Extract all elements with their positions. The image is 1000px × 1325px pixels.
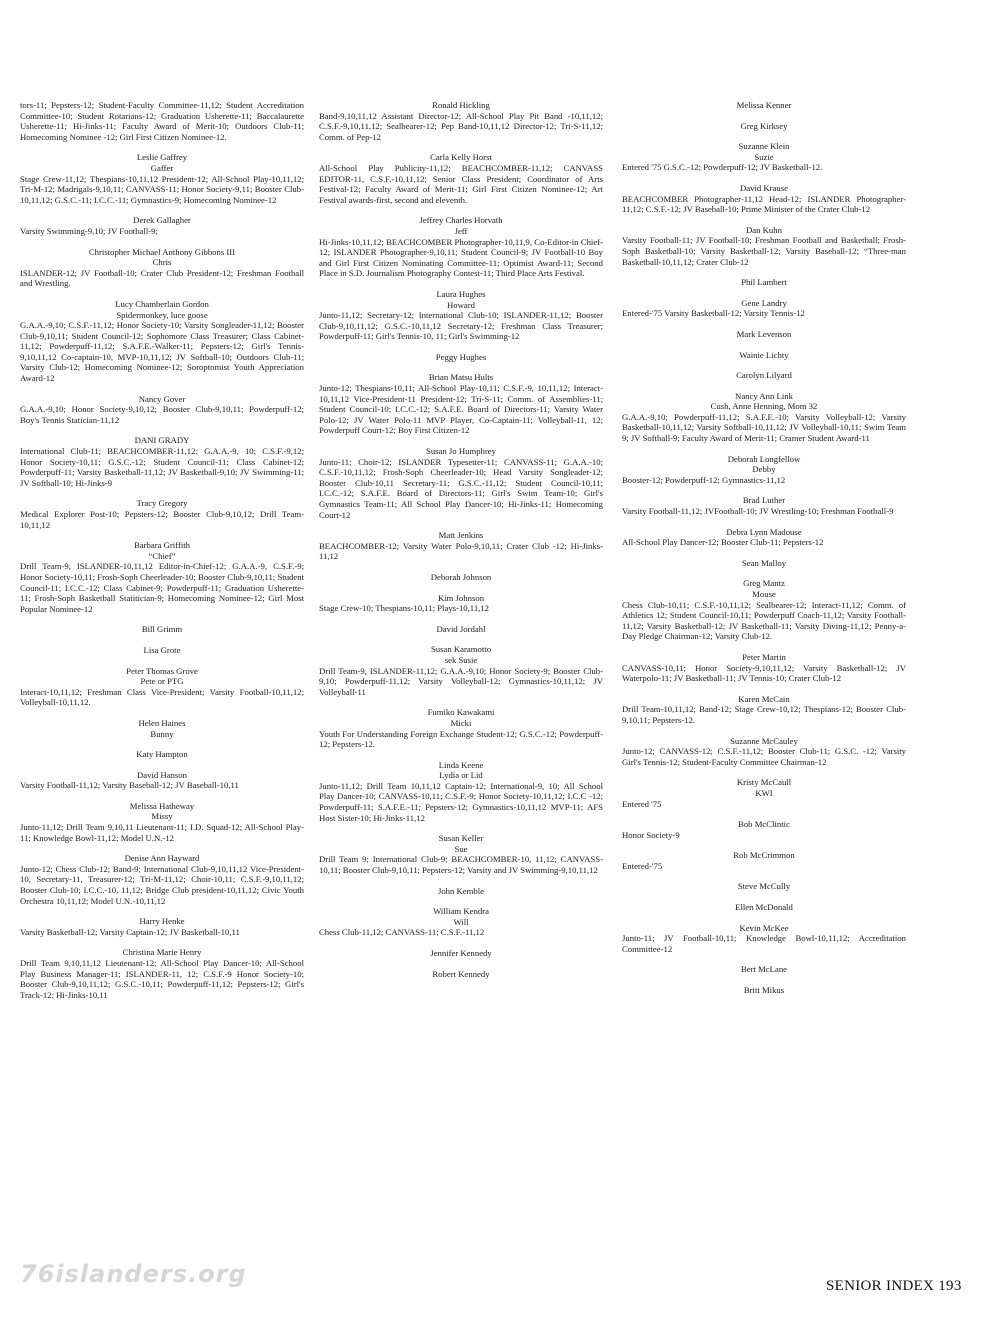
- senior-entry: [20, 916, 304, 937]
- senior-name: Debra Lynn Madouse: [726, 526, 802, 537]
- senior-entry: [319, 289, 603, 342]
- senior-name: Leslie Gaffrey: [136, 152, 188, 163]
- senior-activities: Honor Society-9: [622, 829, 680, 840]
- senior-name: Brad Luther: [742, 495, 786, 506]
- page-footer: SENIOR INDEX 193: [826, 1278, 962, 1294]
- senior-entry: [20, 749, 304, 760]
- senior-name: Peter Martin: [742, 651, 786, 662]
- senior-entry: [319, 969, 603, 980]
- senior-entry: [319, 100, 603, 142]
- senior-nickname: Pete or PTG: [140, 676, 184, 687]
- senior-entry: [319, 352, 603, 363]
- senior-name: Deborah Johnson: [430, 571, 492, 582]
- senior-entry: [319, 833, 603, 875]
- senior-activities: Stage Crew-10; Thespians-10,11; Plays-10,11,12: [319, 603, 490, 614]
- senior-activities: Junto-12; CANVASS-12; C.S.F.-11,12; Booster Club-11; G.S.C. -12; Varsity Girl's Tennis-12; Student-Faculty Committee Chairman-12: [622, 746, 906, 767]
- senior-nickname: Suzie: [754, 151, 774, 162]
- senior-name: Britt Mikus: [743, 985, 785, 996]
- senior-activities: Entered-'75: [622, 860, 663, 871]
- senior-entry: [20, 540, 304, 614]
- senior-entry: [622, 923, 906, 955]
- senior-activities: Varsity Basketball-12; Varsity Captain-12; JV Basketball-10,11: [20, 926, 240, 937]
- senior-activities: Varsity Football-11; JV Football-10; Freshman Football and Basketball; Frosh-Soph Basketball-10; Varsity Basketball-12; Varsity Baseball-12; “Three-man Basketball-10,11,12; Crater Club-12: [622, 235, 906, 267]
- senior-entry: [319, 624, 603, 635]
- senior-name: Carolyn Lilyard: [736, 370, 792, 381]
- senior-name: Helen Haines: [138, 717, 186, 728]
- senior-nickname: Spidermonkey, luce goose: [116, 309, 208, 320]
- senior-name: William Kendra: [433, 906, 489, 917]
- senior-entry: [622, 777, 906, 809]
- senior-activities: Medical Explorer Post-10; Pepsters-12; Booster Club-9,10,12; Drill Team-10,11,12: [20, 509, 304, 530]
- senior-name: Ronald Hickling: [432, 100, 490, 110]
- senior-activities: Varsity Football-11,12; JVFootball-10; JV Wrestling-10; Freshman Football-9: [622, 506, 894, 517]
- senior-name: Melissa Kenner: [736, 100, 792, 110]
- senior-entry: [319, 906, 603, 938]
- senior-name: Christopher Michael Anthony Gibbons III: [88, 246, 236, 257]
- senior-activities: Drill Team 9,10,11,12 Lieutenant-12; All-School Play Dancer-10; All-School Play Business Manager-11; ISLANDER-11, 12; C.S.F.-9 Honor Society-10; Booster Club-9,10,11,12; G.S.C.-10,11; Powderpuff-11,12; Pepsters-12; Girl's Track-12; Hi-Jinks-10,11: [20, 958, 304, 1000]
- senior-activities: Junto-12; Chess Club-12; Band-9; International Club-9,10,11,12 Vice-President-10, Secretary-11, Treasurer-12; Tri-M-11,12; Choir-10,11; C.S.F.-9,10,11,12; Booster Club-10; I.C.C.-10, 11,12; Bridge Club president-10,11,12; Civic Youth Orchestra 10,11,12; Model U.N.-10,11,12: [20, 863, 304, 906]
- senior-activities: Chess Club-10,11; C.S.F.-10,11,12; Sealbearer-12; Interact-11,12; Comm. of Athletics 12; Student Council-10,11; Powderpuff Coach-11,12; Varsity Football-11,12; Varsity Basketball-12; JV Basketball-11; Varsity Diving-11,12; Penny-a-Day Pledge Chairman-12; Varsity Club-12.: [622, 599, 906, 642]
- site-watermark: 76islanders.org: [20, 1260, 247, 1288]
- senior-activities: G.A.A.-9,10; C.S.F.-11,12; Honor Society-10; Varsity Songleader-11,12; Booster Club-9,10,11; Student Council-12; Sophomore Class Treasurer; Class Cabinet-11,12; Powderpuff-11,12; S.A.F.E.-Walker-11; Pepsters-12; Girl's Tennis-9,10,11,12 Co-captain-10, MVP-10,11,12; JV Softball-10; Outdoors Club-11; Varsity Club-12; Homecoming Nominee-12; Soroptomist Youth Appreciation Award-12: [20, 320, 304, 384]
- senior-entry: [622, 558, 906, 569]
- senior-activities: Entered '75: [622, 798, 662, 809]
- senior-name: Steve McCully: [737, 881, 791, 892]
- index-column-2: [319, 100, 603, 989]
- senior-activities: Drill Team-9, ISLANDER-11,12; G.A.A.-9,10; Honor Society-9; Booster Club-9,10; Powderpuff-11,12; Varsity Volleyball-12; Gymnastics-10,11,12; JV Volleyball-11: [319, 665, 603, 697]
- senior-activities: G.A.A.-9,10; Honor Society-9,10,12; Booster Club-9,10,11; Powderpuff-12; Boy's Tennis Statician-11,12: [20, 404, 304, 425]
- senior-nickname: Will: [453, 916, 469, 927]
- senior-entry: [622, 902, 906, 913]
- senior-nickname: Chris: [152, 257, 172, 268]
- senior-activities: Entered-'75 Varsity Basketball-12; Varsity Tennis-12: [622, 308, 805, 319]
- senior-name: Kevin McKee: [739, 922, 789, 933]
- senior-name: David Hanson: [137, 769, 187, 780]
- senior-entry: [622, 391, 906, 444]
- senior-name: Mark Levenson: [736, 328, 792, 339]
- senior-entry: [20, 947, 304, 1000]
- senior-entry: [319, 886, 603, 897]
- senior-activities: Junto-11; JV Football-10,11; Knowledge Bowl-10,11,12; Accreditation Committee-12: [622, 933, 906, 954]
- senior-entry: [319, 593, 603, 614]
- senior-nickname: Missy: [151, 811, 173, 822]
- senior-name: Suzanne Klein: [738, 141, 790, 152]
- senior-nickname: “Chief”: [148, 550, 176, 561]
- senior-entry: [622, 298, 906, 319]
- senior-entry: [20, 152, 304, 205]
- senior-activities: Drill Team-9, ISLANDER-10,11,12 Editor-in-Chief-12; G.A.A.-9, C.S.F.-9; Honor Society-10,11; Frosh-Soph Cheerleader-10; Booster Club-9,10,11; Student Council-11; I.C.C.-12; Class Cabinet-9; Powderpuff-11; Graduation Usherette-11; Frosh-Soph Basketball Statitician-9; Homecoming Nominee-12; Girl Most Popular Nominee-12: [20, 561, 304, 614]
- senior-nickname: Mouse: [752, 589, 776, 599]
- senior-name: Peter Thomas Grove: [126, 665, 198, 676]
- senior-name: Ellen McDonald: [735, 902, 793, 913]
- senior-name: Greg Kirksey: [740, 120, 788, 131]
- senior-name: Bob McClintic: [738, 819, 790, 830]
- senior-entry: [319, 644, 603, 697]
- senior-activities: Booster-12; Powderpuff-12; Gymnastics-11,12: [622, 474, 786, 485]
- senior-entry: [622, 100, 906, 111]
- senior-name: Carla Kelly Horst: [430, 152, 492, 163]
- senior-name: Sean Malloy: [741, 557, 787, 568]
- senior-name: David Krause: [739, 182, 788, 193]
- senior-entry: [622, 225, 906, 267]
- senior-name: Nancy Ann Link: [735, 390, 793, 401]
- senior-entry: [20, 718, 304, 739]
- senior-nickname: Howard: [447, 299, 475, 310]
- senior-name: Rob McCrimmon: [733, 850, 795, 861]
- senior-entry: [622, 495, 906, 516]
- senior-entry: [319, 530, 603, 562]
- senior-entry: [622, 652, 906, 684]
- senior-activities: All-School Play Publicity-11,12; BEACHCOMBER-11,12; CANVASS EDITOR-11, C.S.F.-10,11,12; Senior Class President; Coordinator of Arts Festival-12; Faculty Award of Merit-11; Girl First Citizen Nominee-12; Art Festival awards-first, second and eleventh.: [319, 162, 603, 205]
- index-column-1: [20, 100, 304, 1010]
- senior-activities: Junto-11; Choir-12; ISLANDER Typesetter-11; CANVASS-11; G.A.A.-10; C.S.F.-10,11,12; Frosh-Soph Cheerleader-10; Head Varsity Songleader-12; Booster Club-10,11 Secretary-11; G.S.C.-11,12; Student Council-10,11; I.C.C.-12; S.A.F.E. Board of Directors-11; Girl's Swim Team-10; Girl's Gymnastics Team-11; All School Play Dancer-10; Hi-Jinks-11; Homecoming Court-12: [319, 456, 603, 520]
- senior-name: Kristy McCaull: [736, 777, 792, 788]
- senior-entry: [20, 770, 304, 791]
- senior-entry: [20, 215, 304, 236]
- senior-nickname: Cush, Anne Henning, Mom 32: [710, 401, 818, 412]
- senior-name: Christina Marie Henry: [122, 947, 202, 958]
- senior-entry: [622, 694, 906, 726]
- senior-entry: [622, 850, 906, 871]
- senior-entry: [622, 277, 906, 288]
- senior-name: Derek Gallagher: [133, 215, 191, 226]
- senior-entry: [20, 498, 304, 530]
- senior-activities: tors-11; Pepsters-12; Student-Faculty Committee-11,12; Student Accreditation Committee-10; Student Rotarians-12; Graduation Usherette-11; Baccalaurette Usherette-11; Hi-Jinks-11; Faculty Award of Merit-10; Outdoors Club-11; Homecoming Nominee -12; Girl First Citizen Nominee-12.: [20, 100, 304, 142]
- senior-activities: All-School Play Dancer-12; Booster Club-11; Pepsters-12: [622, 537, 824, 548]
- senior-activities: Junto-11,12; Secretary-12; International Club-10; ISLANDER-11,12; Booster Club-9,10,11,12; G.S.C.-10,11,12 Secretary-12; Freshman Class Treasurer; Powderpuff-11; Girl's Tennis-10, 11; Girl's Swimming-12: [319, 310, 603, 342]
- senior-activities: Band-9,10,11,12 Assistant Director-12; All-School Play Pit Band -10,11,12; C.S.F.-9,10,11,12; Sealbearer-12; Pep Band-10,11,12 Director-12; Tri-S-11,12; Comm. of Pep-12: [319, 110, 603, 142]
- senior-entry: [319, 215, 603, 279]
- senior-activities: Junto-11,12; Drill Team 9,10,11 Lieutenant-11; I.D. Squad-12; All-School Play-11; Knowledge Bowl-11,12; Model U.N.-12: [20, 822, 304, 843]
- senior-name: Susan Karamotto: [430, 644, 492, 655]
- senior-name: DANI GRADY: [134, 435, 190, 446]
- senior-activities: ISLANDER-12; JV Football-10; Crater Club President-12; Freshman Football and Wrestling.: [20, 267, 304, 289]
- senior-activities: Drill Team 9; International Club-9; BEACHCOMBER-10, 11,12; CANVASS-10,11; Booster Club-9,10,11; Pepsters-12; Varsity and JV Swimming-9,10,11,12: [319, 854, 603, 876]
- senior-name: Jeffrey Charles Horvath: [419, 215, 503, 226]
- senior-name: Barbara Griffith: [133, 540, 191, 551]
- senior-name: Susan Keller: [438, 833, 484, 844]
- senior-nickname: Gaffer: [150, 162, 174, 173]
- senior-nickname: Bunny: [150, 728, 174, 739]
- senior-name: Robert Kennedy: [432, 968, 490, 979]
- senior-entry: [319, 152, 603, 205]
- senior-name: Deborah Longfellow: [727, 453, 801, 464]
- senior-name: Denise Ann Hayward: [124, 853, 200, 864]
- senior-name: John Kemble: [437, 885, 485, 896]
- senior-nickname: sek Susie: [444, 654, 478, 665]
- senior-entry: [319, 572, 603, 583]
- senior-activities: Interact-10,11,12; Freshman Class Vice-President; Varsity Football-10,11,12; Volleyball-10,11,12.: [20, 686, 304, 708]
- senior-name: Lucy Chamberlain Gordon: [115, 298, 209, 309]
- senior-entry: [622, 370, 906, 381]
- senior-activities: Junto-11,12; Drill Team 10,11,12 Captain-12; International-9, 10; All School Play Dancer-10; CANVASS-10,11; C.S.F.-9; Honor Society-10,11,12; I.C.C -12; Powderpuff-11; S.A.F.E.-11; Pepsters-12; Gymnastics-10,11,12 MVP-11; AFS Host Sister-10; Hi-Jinks-11,12: [319, 780, 603, 823]
- senior-entry: [20, 435, 304, 488]
- senior-nickname: Sue: [454, 843, 468, 854]
- senior-name: Gene Landry: [741, 297, 787, 308]
- senior-name: Bill Grimm: [141, 624, 183, 635]
- senior-entry: [319, 948, 603, 959]
- senior-name: Bert McLane: [740, 964, 788, 975]
- senior-entry: [20, 624, 304, 635]
- senior-name: David Jordahl: [436, 623, 486, 634]
- senior-entry: [622, 881, 906, 892]
- senior-activities: CANVASS-10,11; Honor Society-9,10,11,12; Varsity Basketball-12; JV Waterpolo-11; JV Basketball-11; JV Tennis-10; Crater Club-12: [622, 662, 906, 684]
- senior-activities: Hi-Jinks-10,11,12; BEACHCOMBER Photographer-10,11,9, Co-Editor-in Chief-12; ISLANDER Photographer-9,10,11; Student Council-9; JV Football-10 Boy and Girl First Citizen Nominating Committee-11; Optimist Award-11; Second Place in S.D. Journalism Photography Contest-11; Third Place Arts Festival.: [319, 236, 603, 279]
- senior-entry: [622, 183, 906, 215]
- senior-entry: [622, 350, 906, 361]
- senior-activities: G.A.A.-9,10; Powderpuff-11,12; S.A.F.E.-10; Varsity Volleyball-12; Varsity Basketball-10,11,12; Varsity Softball-10,11,12; JV Volleyball-10,11; Swim Team 9; JV Softball-9; Faculty Award of Merit-11; Cramer Student Award-11: [622, 411, 906, 444]
- senior-name: Katy Hampton: [136, 749, 188, 760]
- senior-activities: Varsity Swimming-9,10; JV Football-9;: [20, 225, 158, 236]
- senior-activities: BEACHCOMBER Photographer-11,12 Head-12; ISLANDER Photographer-11,12; C.S.F.-12; JV Baseball-10; Prime Minister of the Crater Club-12: [622, 193, 906, 215]
- senior-entry: [622, 454, 906, 486]
- senior-entry: [622, 329, 906, 340]
- senior-entry: [20, 247, 304, 289]
- senior-name: Wainie Lichty: [739, 349, 789, 360]
- senior-activities: Stage Crew-11,12; Thespians-10,11,12 President-12; All-School Play-10,11,12; Tri-M-12; Madrigals-9,10,11; CANVASS-11; Honor Society-9,11; Booster Club-10,11,12; G.S.C.-11; I.C.C.-11; Gymnastics-9; Homecoming Nominee-12: [20, 173, 304, 205]
- senior-name: Fumiko Kawakami: [427, 707, 495, 718]
- senior-name: Karen McCain: [738, 693, 790, 704]
- senior-entry: [20, 100, 304, 142]
- senior-entry: [20, 801, 304, 843]
- senior-name: Peggy Hughes: [435, 351, 487, 362]
- senior-entry: [20, 666, 304, 708]
- senior-entry: [319, 372, 603, 436]
- senior-entry: [319, 446, 603, 520]
- senior-entry: [622, 141, 906, 173]
- senior-name: Suzanne McCauley: [730, 735, 798, 746]
- senior-name: Matt Jenkins: [438, 530, 484, 541]
- senior-activities: BEACHCOMBER-12; Varsity Water Polo-9,10,11; Crater Club -12; Hi-Jinks-11,12: [319, 540, 603, 562]
- senior-activities: Entered '75 G.S.C.-12; Powderpuff-12; JV Basketball-12.: [622, 162, 823, 173]
- senior-activities: International Club-11; BEACHCOMBER-11,12; G.A.A.-9, 10; C.S.F.-9,12; Honor Society-10,11; G.S.C.-12; Student Council-11; Class Cabinet-12; Powderpuff-11; Varsity Basketball-11,12; JV Basketball-9,10; JV Swimming-11; JV Softball-10; Hi-Jinks-9: [20, 446, 304, 488]
- senior-entry: [622, 985, 906, 996]
- senior-entry: [20, 853, 304, 906]
- senior-entry: [622, 527, 906, 548]
- senior-name: Dan Kuhn: [746, 224, 782, 235]
- senior-activities: Chess Club-11,12; CANVASS-11; C.S.F.-11,12: [319, 927, 485, 938]
- senior-entry: [622, 736, 906, 768]
- senior-activities: Youth For Understanding Foreign Exchange Student-12; G.S.C.-12; Powderpuff-12; Pepsters-12.: [319, 728, 603, 750]
- senior-name: Linda Keene: [438, 759, 484, 770]
- senior-entry: [622, 121, 906, 132]
- senior-name: Brian Matsu Hults: [428, 372, 494, 383]
- senior-activities: Varsity Football-11,12; Varsity Baseball-12; JV Baseball-10,11: [20, 780, 239, 791]
- senior-entry: [622, 819, 906, 840]
- senior-entry: [20, 299, 304, 384]
- senior-name: Tracy Gregory: [136, 498, 188, 509]
- senior-nickname: Jeff: [454, 225, 468, 236]
- senior-activities: Junto-12; Thespians-10,11; All-School Play-10,11; C.S.F.-9, 10,11,12; Interact-10,11,12 Vice-President-11 President-12; Tri-S-11; Comm. of Assemblies-11; Student Council-10; I.C.C.-12; S.A.F.E. Board of Directors-11; Varsity Water Polo-12; JV Water Polo-11 MVP Player, Co-Captain-11; Volleyball-11, 12; Powderpuff Court-12; Boy First Citizen-12: [319, 383, 603, 436]
- senior-nickname: Debby: [752, 464, 776, 475]
- senior-entry: [622, 964, 906, 975]
- senior-name: Phil Lambert: [741, 277, 787, 288]
- senior-name: Harry Henke: [139, 916, 185, 927]
- senior-nickname: KWI: [755, 787, 773, 798]
- senior-nickname: Lydia or Lid: [439, 770, 483, 781]
- senior-name: Nancy Gover: [138, 393, 186, 404]
- senior-nickname: Micki: [450, 717, 472, 728]
- senior-entry: [20, 645, 304, 656]
- senior-name: Greg Mantz: [743, 578, 785, 589]
- senior-activities: Drill Team-10,11,12; Band-12; Stage Crew-10,12; Thespians-12; Booster Club-9,10,11; Pepsters-12.: [622, 704, 906, 725]
- senior-entry: [319, 760, 603, 824]
- senior-entry: [20, 394, 304, 426]
- senior-name: Kim Johnson: [437, 592, 485, 603]
- senior-entry: [622, 578, 906, 642]
- senior-name: Jennifer Kennedy: [430, 948, 492, 958]
- senior-name: Laura Hughes: [436, 288, 486, 299]
- senior-entry: [319, 707, 603, 749]
- index-column-3: [622, 100, 906, 1006]
- senior-name: Melissa Hatheway: [129, 800, 195, 811]
- senior-name: Susan Jo Humphrey: [426, 446, 496, 457]
- senior-name: Lisa Grote: [143, 644, 181, 655]
